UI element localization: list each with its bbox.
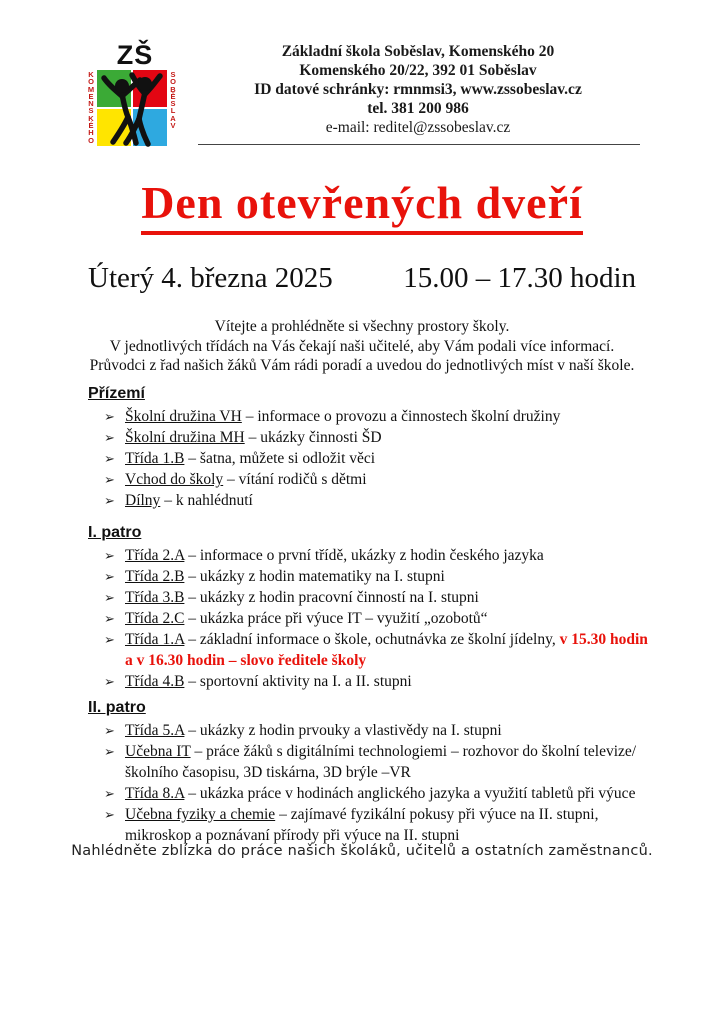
logo-body	[85, 70, 197, 146]
program-item	[88, 566, 656, 587]
section-item-list	[88, 720, 656, 846]
item-location: Třída 4.B	[125, 673, 185, 690]
item-location: Učebna IT	[125, 743, 191, 760]
school-info-line: ID datové schránky: rmnmsi3, www.zssobeslav.cz	[254, 81, 582, 98]
logo-left-vertical-text	[85, 70, 97, 144]
program-section	[88, 384, 656, 511]
logo-letter: L	[170, 106, 176, 116]
program-item	[88, 469, 656, 490]
arrow-bullet-icon: ➢	[104, 674, 115, 689]
intro-line: Průvodci z řad našich žáků Vám rádi poradí a uvedou do jednotlivých míst v naší škole.	[89, 357, 635, 374]
arrow-bullet-icon: ➢	[104, 548, 115, 563]
logo-right-vertical-text	[167, 70, 179, 129]
item-description: – k nahlédnutí	[160, 492, 253, 509]
program-item	[88, 671, 656, 692]
section-item-list	[88, 406, 656, 511]
item-description: – ukázky z hodin prvouky a vlastivědy na I. stupni	[184, 722, 502, 739]
logo-zs-text: ZŠ	[116, 40, 154, 70]
school-logo	[85, 40, 197, 146]
logo-letter: O	[88, 135, 94, 145]
arrow-bullet-icon: ➢	[104, 409, 115, 424]
school-info-line: Základní škola Soběslav, Komenského 20	[281, 43, 555, 60]
arrow-bullet-icon: ➢	[104, 472, 115, 487]
item-location: Školní družina VH	[125, 408, 242, 425]
event-datetime	[88, 262, 636, 295]
item-description: – sportovní aktivity na I. a II. stupni	[184, 673, 412, 690]
logo-letter: S	[170, 70, 176, 79]
item-location: Vchod do školy	[125, 471, 224, 488]
item-description: – ukázky činnosti ŠD	[244, 429, 382, 446]
program-section	[88, 698, 656, 846]
logo-color-squares	[97, 70, 167, 146]
program-item	[88, 448, 656, 469]
item-location: Třída 1.B	[125, 450, 185, 467]
item-location: Třída 2.C	[125, 610, 185, 627]
item-description: – šatna, můžete si odložit věci	[184, 450, 376, 467]
item-location: Dílny	[125, 492, 161, 509]
dancing-children-icon	[97, 70, 167, 148]
section-heading: II. patro	[88, 699, 146, 716]
item-location: Třída 2.B	[125, 568, 185, 585]
logo-letter: A	[170, 113, 176, 123]
section-item-list	[88, 545, 656, 692]
program-item	[88, 720, 656, 741]
arrow-bullet-icon: ➢	[104, 493, 115, 508]
logo-letter: K	[88, 113, 94, 123]
logo-letter: O	[170, 77, 176, 87]
program-item	[88, 783, 656, 804]
section-heading: Přízemí	[88, 385, 145, 402]
logo-letter: N	[88, 99, 94, 109]
logo-letter: Ě	[170, 91, 176, 101]
intro-line: V jednotlivých třídách na Vás čekají naši učitelé, aby Vám podali více informací.	[109, 337, 615, 355]
logo-letter: S	[88, 106, 94, 116]
item-location: Třída 3.B	[125, 589, 185, 606]
program-item	[88, 545, 656, 566]
logo-letter: É	[88, 121, 94, 131]
item-location: Školní družina MH	[125, 429, 245, 446]
arrow-bullet-icon: ➢	[104, 569, 115, 584]
item-location: Učebna fyziky a chemie	[125, 806, 276, 823]
item-highlight: v 15.30 hodin a v 16.30 hodin – slovo ředitele školy	[125, 631, 648, 669]
school-info	[197, 40, 639, 146]
logo-letter: B	[170, 84, 176, 94]
logo-letter: K	[88, 70, 94, 79]
program-item	[88, 427, 656, 448]
logo-letter: S	[170, 99, 176, 109]
item-location: Třída 2.A	[125, 547, 185, 564]
item-description: – ukázka práce při výuce IT – využití „ozobotů“	[184, 610, 488, 627]
item-location: Třída 8.A	[125, 785, 185, 802]
arrow-bullet-icon: ➢	[104, 744, 115, 759]
program-item	[88, 608, 656, 629]
item-location: Třída 5.A	[125, 722, 185, 739]
program-item	[88, 629, 656, 671]
event-time: 15.00 – 17.30 hodin	[403, 262, 636, 294]
program-item	[88, 587, 656, 608]
logo-letter: V	[170, 121, 176, 131]
item-description: – informace o provozu a činnostech školní družiny	[241, 408, 561, 425]
arrow-bullet-icon: ➢	[104, 807, 115, 822]
header-divider	[198, 144, 640, 145]
program-sections	[88, 384, 656, 846]
program-item	[88, 490, 656, 511]
program-item	[88, 804, 656, 846]
item-description: – základní informace o škole, ochutnávka ze školní jídelny,	[184, 631, 560, 648]
arrow-bullet-icon: ➢	[104, 451, 115, 466]
item-description: – ukázky z hodin matematiky na I. stupni	[184, 568, 445, 585]
program-item	[88, 741, 656, 783]
arrow-bullet-icon: ➢	[104, 611, 115, 626]
item-location: Třída 1.A	[125, 631, 185, 648]
intro-line: Vítejte a prohlédněte si všechny prostory školy.	[214, 318, 510, 335]
program-item	[88, 406, 656, 427]
logo-letter: O	[88, 77, 94, 87]
school-info-line: e-mail: reditel@zssobeslav.cz	[325, 119, 511, 136]
logo-letter: M	[87, 84, 95, 94]
page-title	[0, 176, 724, 229]
item-description: – informace o první třídě, ukázky z hodin českého jazyka	[184, 547, 544, 564]
arrow-bullet-icon: ➢	[104, 786, 115, 801]
intro-paragraph	[0, 317, 724, 376]
school-info-line: Komenského 20/22, 392 01 Soběslav	[299, 62, 537, 79]
arrow-bullet-icon: ➢	[104, 590, 115, 605]
item-description: – práce žáků s digitálními technologiemi – rozhovor do školní televize/školního časopisu, 3D tiskárna, 3D brýle –VR	[125, 743, 637, 781]
logo-letter: H	[88, 128, 94, 138]
program-section	[88, 523, 656, 692]
arrow-bullet-icon: ➢	[104, 430, 115, 445]
event-date: Úterý 4. března 2025	[88, 262, 333, 294]
closing-note: Nahlédněte zblízka do práce našich školáků, učitelů a ostatních zaměstnanců.	[71, 843, 653, 859]
item-description: – ukázky z hodin pracovní činností na I. stupni	[184, 589, 479, 606]
item-description: – ukázka práce v hodinách anglického jazyka a využití tabletů při výuce	[184, 785, 636, 802]
header	[85, 40, 639, 146]
item-description: – zajímavé fyzikální pokusy při výuce na II. stupni, mikroskop a poznávaní přírody při výuce na II. stupni	[125, 806, 599, 844]
section-heading: I. patro	[88, 524, 142, 541]
arrow-bullet-icon: ➢	[104, 632, 115, 647]
school-info-line: tel. 381 200 986	[367, 100, 469, 117]
page-title-text: Den otevřených dveří	[141, 177, 583, 235]
logo-letter: E	[88, 91, 94, 101]
item-description: – vítání rodičů s dětmi	[223, 471, 367, 488]
arrow-bullet-icon: ➢	[104, 723, 115, 738]
